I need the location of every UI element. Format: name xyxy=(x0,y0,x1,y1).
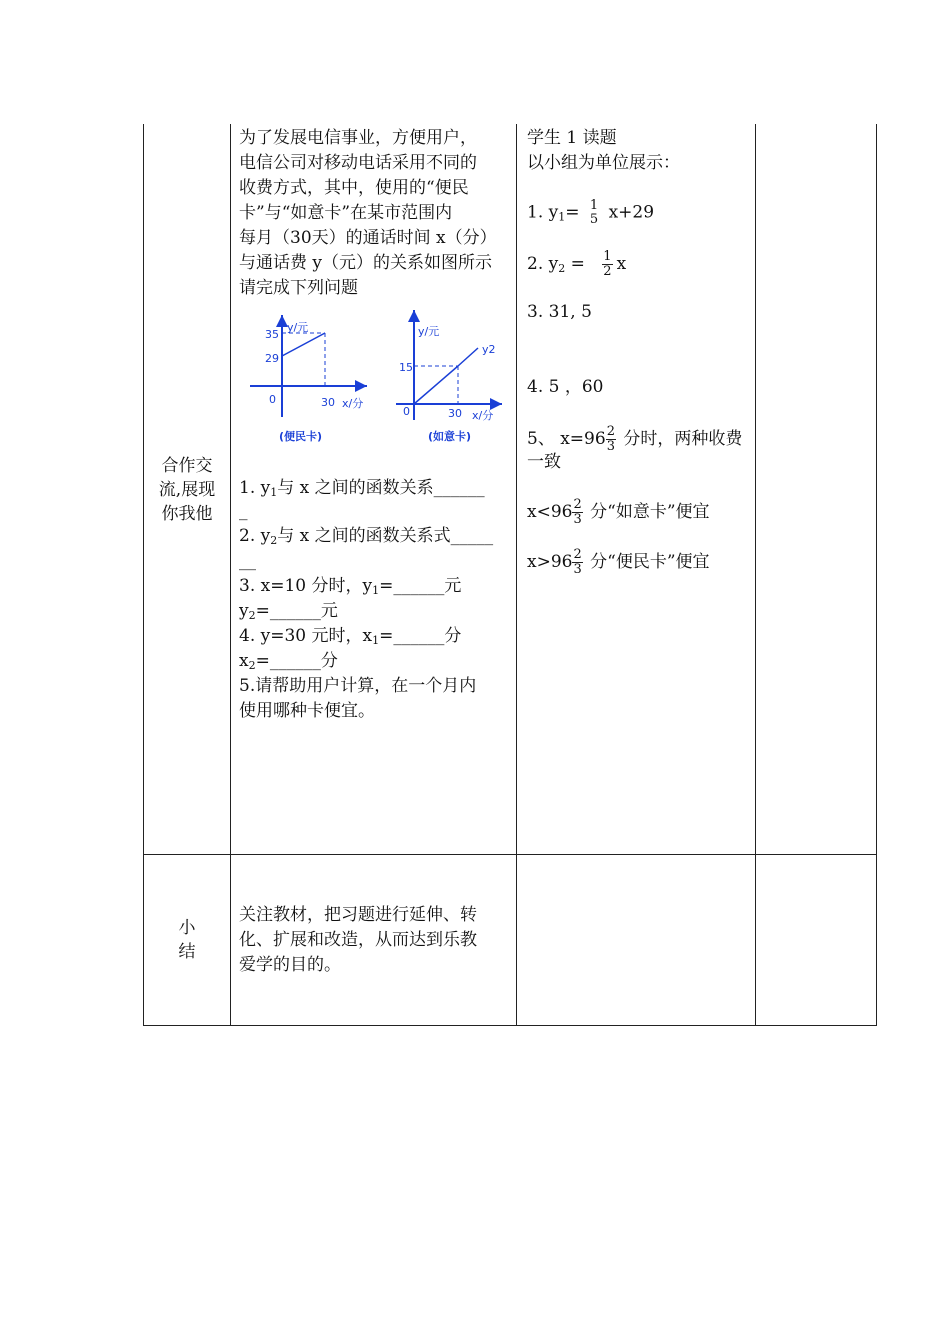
intro-line: 电信公司对移动电话采用不同的 xyxy=(239,153,477,173)
chart2-ylabel: y/元 xyxy=(418,325,440,338)
q3-text-b: =______元 xyxy=(379,576,462,596)
a7-text-a: x>96 xyxy=(527,552,573,572)
a7-denominator: 3 xyxy=(573,562,582,577)
q3-text-a: 3. x=10 分时，y xyxy=(239,576,373,596)
table-divider-2 xyxy=(516,124,517,1026)
q3-subscript: 1 xyxy=(372,584,380,597)
a1-numerator: 1 xyxy=(589,198,599,213)
chart1-xlabel: x/分 xyxy=(342,397,364,410)
summary-line: 化、扩展和改造，从而达到乐教 xyxy=(239,930,477,950)
q5-line: 5.请帮助用户计算，在一个月内 xyxy=(239,676,477,696)
a1-subscript: 1 xyxy=(558,210,566,224)
answer-line-2: 以小组为单位展示： xyxy=(527,153,680,173)
summary-line: 爱学的目的。 xyxy=(239,955,341,975)
q1-text-a: 1. y xyxy=(239,478,271,498)
a5-text-b: 分时，两种收费 xyxy=(617,429,743,449)
a5-fraction xyxy=(606,425,616,454)
chart2-origin: 0 xyxy=(403,405,410,418)
a6-denominator: 3 xyxy=(573,512,582,527)
table-divider-3 xyxy=(755,124,756,1026)
chart2-xtick-30: 30 xyxy=(448,407,462,420)
chart1-ytick-29: 29 xyxy=(265,352,279,365)
answer-4: 4. 5 ，60 xyxy=(527,377,604,397)
chart1-caption: (便民卡) xyxy=(279,430,323,443)
answer-5-cont: 一致 xyxy=(527,452,561,472)
a2-subscript: 2 xyxy=(558,262,566,275)
chart2-series-line xyxy=(414,366,458,404)
a2-eq: = xyxy=(570,254,585,274)
intro-line: 请完成下列问题 xyxy=(239,278,358,298)
intro-line: 卡”与“如意卡”在某市范围内 xyxy=(239,203,453,223)
q4-subscript: 1 xyxy=(372,634,380,647)
intro-line: 为了发展电信事业，方便用户， xyxy=(239,128,477,148)
q4-c-subscript: 2 xyxy=(248,659,256,672)
table-border-bottom xyxy=(143,1025,877,1026)
answer-6 xyxy=(527,498,710,527)
q3-text-c: y xyxy=(239,601,249,621)
chart2-series-label: y2 xyxy=(482,343,496,356)
chart1-series-line xyxy=(282,333,325,356)
a7-numerator: 2 xyxy=(573,547,582,562)
table-row-divider xyxy=(143,854,877,855)
a6-text-b: 分“如意卡”便宜 xyxy=(584,502,710,522)
chart-bianminka xyxy=(245,305,375,450)
table-border-right xyxy=(876,124,877,1026)
a2-text-a: 2. y xyxy=(527,254,559,274)
a1-text-b: x+29 xyxy=(608,202,655,223)
a1-text-a: 1. y xyxy=(527,202,559,223)
row1-label-line: 流,展现 xyxy=(158,480,216,500)
question-5 xyxy=(239,674,476,724)
answer-2 xyxy=(527,250,626,281)
chart2-series-extension xyxy=(458,348,478,366)
row1-label xyxy=(144,454,230,526)
chart2-ytick-15: 15 xyxy=(399,361,413,374)
a1-denominator: 5 xyxy=(589,212,599,227)
row1-label-line: 合作交 xyxy=(161,456,213,476)
chart-ruyika xyxy=(392,305,512,450)
q2-text-a: 2. y xyxy=(239,526,271,546)
problem-intro xyxy=(239,126,497,301)
q4-text-b: =______分 xyxy=(379,626,462,646)
row2-label-line: 结 xyxy=(178,942,196,962)
chart1-origin: 0 xyxy=(269,393,276,406)
q3-c-subscript: 2 xyxy=(248,609,256,622)
intro-line: 收费方式，其中，使用的“便民 xyxy=(239,178,469,198)
answer-1 xyxy=(527,199,654,230)
chart1-ylabel: y/元 xyxy=(287,321,309,334)
q4-text-d: =______分 xyxy=(255,651,338,671)
question-1-cont: _ xyxy=(239,501,248,521)
a2-fraction xyxy=(602,250,612,279)
chart1-ytick-35: 35 xyxy=(265,328,279,341)
a6-numerator: 2 xyxy=(573,497,582,512)
intro-line: 与通话费 y（元）的关系如图所示 xyxy=(239,253,493,273)
q2-text-b: 与 x 之间的函数关系式_____ xyxy=(277,526,494,546)
q5-line: 使用哪种卡便宜。 xyxy=(239,701,375,721)
question-2-cont: __ xyxy=(239,551,256,571)
chart1-xtick-30: 30 xyxy=(321,396,335,409)
q1-subscript: 1 xyxy=(270,486,278,499)
table-divider-1 xyxy=(230,124,231,1026)
table-border-left xyxy=(143,124,144,1026)
answer-3: 3. 31, 5 xyxy=(527,302,592,322)
q3-text-d: =______元 xyxy=(255,601,338,621)
row1-label-line: 你我他 xyxy=(161,504,213,524)
a2-numerator: 1 xyxy=(603,249,612,264)
a1-fraction xyxy=(589,199,599,227)
a5-numerator: 2 xyxy=(606,424,615,439)
question-1 xyxy=(239,476,485,505)
intro-line: 每月（30天）的通话时间 x（分） xyxy=(239,228,497,248)
q1-text-b: 与 x 之间的函数关系______ xyxy=(277,478,485,498)
a6-text-a: x<96 xyxy=(527,502,573,522)
a2-text-b: x xyxy=(616,254,627,274)
a5-denominator: 3 xyxy=(606,439,615,454)
summary-line: 关注教材，把习题进行延伸、转 xyxy=(239,905,477,925)
a6-fraction xyxy=(572,498,582,527)
a1-eq: = xyxy=(565,202,580,223)
q2-subscript: 2 xyxy=(270,534,278,547)
chart2-caption: (如意卡) xyxy=(428,430,472,443)
a7-text-b: 分“便民卡”便宜 xyxy=(584,552,710,572)
row2-content xyxy=(239,903,477,978)
question-2 xyxy=(239,524,493,553)
a5-text-a: 5、 x=96 xyxy=(527,429,606,449)
answer-line-1: 学生 1 读题 xyxy=(527,128,617,148)
chart2-xlabel: x/分 xyxy=(472,409,494,422)
q4-text-a: 4. y=30 元时，x xyxy=(239,626,373,646)
a2-denominator: 2 xyxy=(603,264,612,279)
answer-7 xyxy=(527,548,710,577)
row2-label-line: 小 xyxy=(178,918,196,938)
a7-fraction xyxy=(572,548,582,577)
row2-label xyxy=(144,916,230,964)
q4-text-c: x xyxy=(239,651,249,671)
